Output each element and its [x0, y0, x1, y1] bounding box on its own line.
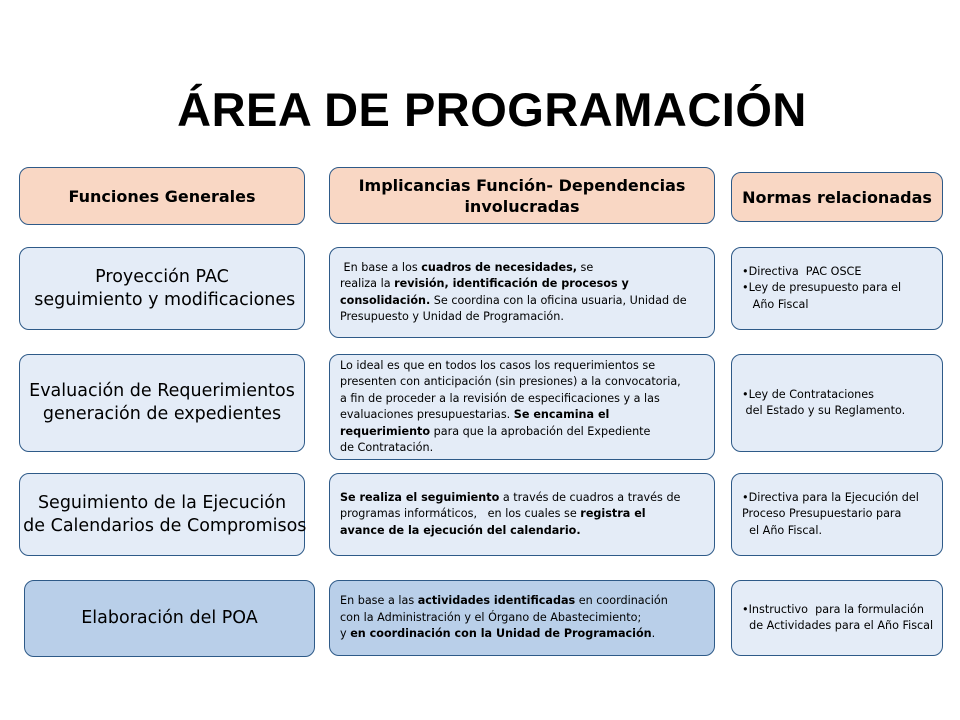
text-line — [340, 610, 668, 627]
normas-text — [742, 387, 905, 420]
normas-box-evaluacion-requerimientos — [731, 354, 943, 452]
text-line — [340, 309, 687, 326]
bold-segment: Se encamina el — [513, 408, 610, 421]
text-segment: En base a los — [340, 260, 422, 274]
implicancia-text — [340, 358, 681, 457]
text-line — [340, 626, 668, 643]
bold-segment: Se realiza el seguimiento — [340, 490, 500, 504]
funcion-box-proyeccion-pac — [19, 247, 305, 330]
text-segment: de Contratación. — [340, 441, 434, 454]
text-line — [340, 276, 687, 293]
header-normas-label: Normas relacionadas — [742, 187, 932, 207]
text-line — [340, 490, 680, 507]
text-line: Proceso Presupuestario para — [742, 507, 902, 521]
text-segment: a fin de proceder a la revisión de especificaciones y a las — [340, 391, 660, 405]
normas-box-seguimiento-ejecucion — [731, 473, 943, 556]
text-line — [340, 407, 681, 424]
text-line — [340, 440, 681, 457]
text-line — [340, 523, 680, 540]
text-line: de Calendarios de Compromisos — [17, 515, 307, 536]
normas-box-elaboracion-poa — [731, 580, 943, 656]
text-line — [340, 593, 668, 610]
bold-segment: registra el — [580, 507, 646, 521]
implicancia-text — [340, 593, 668, 643]
bold-segment: requerimiento — [340, 424, 431, 438]
text-segment: En base a las — [340, 594, 418, 608]
text-segment: . — [651, 627, 656, 641]
text-segment: a través de cuadros a través de — [499, 490, 681, 504]
text-line: Proyección PAC — [95, 266, 229, 287]
normas-text — [742, 264, 901, 314]
text-line: •Directiva para la Ejecución del — [742, 490, 919, 504]
implicancia-box-evaluacion-requerimientos — [329, 354, 715, 460]
text-segment: Lo ideal es que en todos los casos los requerimientos se — [340, 358, 656, 372]
text-line: Seguimiento de la Ejecución — [37, 492, 287, 513]
funcion-text — [29, 380, 295, 426]
bold-segment: revisión, identificación de procesos y — [394, 277, 629, 290]
funcion-text — [81, 607, 258, 630]
funcion-box-evaluacion-requerimientos — [19, 354, 305, 452]
text-segment: evaluaciones presupuestarias. — [340, 408, 514, 421]
text-segment: Se coordina con la oficina usuaria, Unidad de — [430, 293, 687, 307]
text-line: •Ley de Contrataciones — [742, 387, 874, 401]
implicancia-text — [340, 490, 680, 540]
text-line: Evaluación de Requerimientos — [29, 381, 295, 401]
text-line — [340, 260, 687, 277]
bold-segment: avance de la ejecución del calendario. — [340, 523, 581, 537]
text-segment: realiza la — [340, 277, 395, 290]
text-segment: Presupuesto y Unidad de Programación. — [340, 310, 564, 323]
text-line: seguimiento y modificaciones — [28, 289, 296, 310]
page-title: ÁREA DE PROGRAMACIÓN — [177, 83, 807, 136]
funcion-text — [29, 266, 296, 312]
text-line: •Ley de presupuesto para el — [742, 281, 902, 295]
header-normas-relacionadas — [731, 172, 943, 222]
bold-segment: cuadros de necesidades, — [421, 260, 577, 274]
header-funciones-label: Funciones Generales — [68, 186, 256, 206]
normas-text — [742, 602, 933, 635]
implicancia-box-elaboracion-poa — [329, 580, 715, 656]
funcion-box-elaboracion-poa — [24, 580, 315, 657]
text-line — [340, 391, 681, 408]
text-line: Elaboración del POA — [81, 608, 258, 628]
header-implicancias-line2: involucradas — [464, 196, 580, 216]
implicancia-text — [340, 260, 687, 326]
text-line — [340, 424, 681, 441]
text-segment: con la Administración y el Órgano de Abastecimiento; — [340, 610, 642, 624]
text-segment: se — [576, 260, 594, 274]
bold-segment: consolidación. — [340, 293, 431, 307]
text-line: generación de expedientes — [42, 404, 282, 424]
bold-segment: actividades identificadas — [417, 594, 576, 608]
text-line: el Año Fiscal. — [742, 523, 823, 537]
text-line — [340, 293, 687, 310]
text-line: del Estado y su Reglamento. — [742, 404, 906, 417]
header-implicancias — [329, 167, 715, 224]
text-segment: para que la aprobación del Expediente — [430, 424, 651, 438]
text-segment: y — [340, 627, 351, 641]
text-line — [340, 374, 681, 391]
text-segment: en coordinación — [575, 594, 668, 608]
header-implicancias-line1: Implicancias Función- Dependencias — [358, 175, 686, 195]
funcion-box-seguimiento-ejecucion — [19, 473, 305, 556]
text-line: Año Fiscal — [742, 297, 809, 311]
bold-segment: en coordinación con la Unidad de Programación — [350, 627, 652, 641]
text-line — [340, 506, 680, 523]
header-funciones-generales — [19, 167, 305, 225]
funcion-text — [18, 492, 307, 538]
text-line: •Instructivo para la formulación — [742, 602, 924, 616]
implicancia-box-seguimiento-ejecucion — [329, 473, 715, 556]
text-segment: presenten con anticipación (sin presiones) a la convocatoria, — [340, 375, 681, 388]
text-segment: programas informáticos, en los cuales se — [340, 507, 581, 521]
implicancia-box-proyeccion-pac — [329, 247, 715, 338]
text-line — [340, 358, 681, 375]
normas-text — [742, 490, 919, 540]
normas-box-proyeccion-pac — [731, 247, 943, 330]
text-line: de Actividades para el Año Fiscal — [742, 619, 934, 632]
text-line: •Directiva PAC OSCE — [742, 264, 862, 278]
